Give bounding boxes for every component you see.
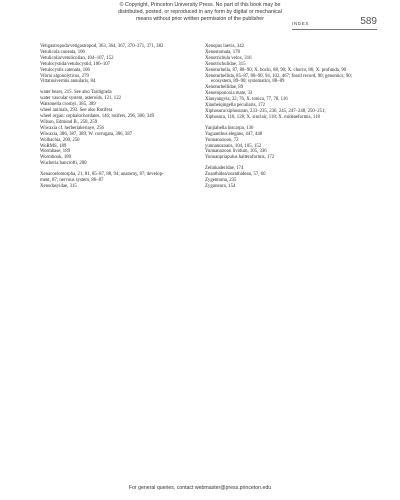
index-entry: Xenodasyidae, 315 bbox=[40, 183, 77, 189]
index-entry: yunnanozoans, 104, 105, 152 bbox=[205, 143, 262, 149]
index-entry: Yunnanozoon, 72 bbox=[205, 137, 239, 143]
index-entry: Xenopus laevis, 342 bbox=[205, 44, 245, 49]
index-entry: Vetulicolia/vetulicolian, 104–107, 152 bbox=[40, 55, 114, 61]
index-entry: Watsonella crosbyi, 385, 389 bbox=[40, 102, 96, 108]
index-entry: Wiwaxia, 386, 387, 389; W. corrugata, 386, 387 bbox=[40, 131, 133, 137]
index-entry: Zoanthidea/zoanthidean, 57, 60 bbox=[205, 172, 266, 178]
index-entry: Vibrio algonolyticus, 279 bbox=[40, 73, 89, 79]
index-entry: wheel organ: cephalochordates, 146; rotifers, 296, 300, 349 bbox=[40, 113, 155, 119]
index-entry: Zelinkaderidae, 174 bbox=[205, 166, 244, 172]
index-entry: Xiaoheiqingella peculiaris, 172 bbox=[205, 103, 266, 109]
index-entry: Xenotrichulidae, 315 bbox=[205, 61, 246, 67]
index-entry: Xiphosura/xiphosuran, 233–235, 236, 245, 247–248, 250–251; bbox=[205, 108, 326, 114]
index-entry: Xenotoponoxia mate, 33 bbox=[205, 91, 253, 97]
index-column-right bbox=[205, 44, 355, 190]
index-entry: Xiphosura, 118, 128; X. sinclair, 118; X. mideaeformis, 118 bbox=[205, 114, 320, 120]
index-entry: Wolbachia, 200, 250 bbox=[40, 137, 80, 143]
index-entry: Xenotrichula velox, 316 bbox=[205, 55, 252, 61]
index-entry: Zygentoma, 235 bbox=[205, 178, 237, 184]
index-entry: Xiaoyangvia, 32, 76, X. tonica, 77, 78, 116 bbox=[205, 97, 288, 103]
running-head-label: INDEX bbox=[292, 21, 310, 26]
index-entry: ment, 87; nervous system, 86–87 bbox=[40, 178, 104, 184]
index-entry: Wiwaxia cf. herberiakeriaye, 256 bbox=[40, 125, 104, 131]
index-entry: Wormbook, 189 bbox=[40, 155, 72, 161]
index-entry: Yunnanpriapulus halteroformis, 172 bbox=[205, 155, 275, 161]
index-entry: water vascular system, asteroids, 121, 122 bbox=[40, 96, 121, 102]
index-entry: Zygoneura, 154 bbox=[205, 183, 236, 189]
index-entry: Vittatusivermis annularis, 84 bbox=[40, 79, 96, 85]
index-entry: Xenoturbellida, 85–87, 88–90, 94, 102, 467; fossil record, 90; genomics, 90; ecosystem, 89–90; systematics, 88–89 bbox=[205, 73, 352, 85]
index-entry: Yunnanozoon lividum, 105, 336 bbox=[205, 149, 267, 155]
index-entry: Yanjiahella biscarpa, 136 bbox=[205, 125, 254, 131]
copyright-line: © Copyright, Princeton University Press. No part of this book may be bbox=[119, 2, 281, 8]
index-entry: Vetulocystis catenata, 106 bbox=[40, 67, 90, 73]
footer-contact: For general queries, contact webmaster@press.princeton.edu bbox=[128, 485, 272, 491]
index-entry: Vetulocystida/vetulocystid, 106–107 bbox=[40, 61, 111, 67]
index-entry: Vetulicola cuneata, 106 bbox=[40, 49, 85, 55]
index-entry: WoRMS, 189 bbox=[40, 143, 67, 149]
index-entry: wheel animals, 293. See also Rotifera bbox=[40, 108, 113, 114]
index-entry: Vetigastropoda/vetigastropod, 363, 364, 367, 370–371, 371, 382 bbox=[40, 44, 164, 49]
index-column-left bbox=[40, 44, 190, 190]
index-entry: Wilson, Edmund B., 258, 259 bbox=[40, 119, 98, 125]
page-number: 589 bbox=[360, 16, 377, 27]
index-entry: Xenoturbellidae, 89 bbox=[205, 85, 244, 91]
index-entry: Xenoturbella, 87, 88–90; X. bocki, 88, 90; X. churro, 86; X. profunda, 90 bbox=[205, 67, 347, 73]
index-entry: Wormbase, 189 bbox=[40, 149, 70, 155]
index-entry: Yaguanthus elegans, 447, 448 bbox=[205, 131, 263, 137]
copyright-line: means without prior written permission of the publisher bbox=[135, 16, 265, 22]
index-entry: Wucheria bancrofti, 200 bbox=[40, 161, 87, 167]
index-entry: water bears, 215. See also Tardigrada bbox=[40, 90, 112, 96]
index-entry: Xenacoelomorpha, 21, 81, 85–87, 88, 94; anatomy, 87; develop- bbox=[40, 172, 164, 178]
copyright-line: distributed, posted, or reproduced in any form by digital or mechanical bbox=[118, 9, 282, 15]
index-entry: Xenostomata, 178 bbox=[205, 49, 240, 55]
running-head bbox=[292, 18, 377, 30]
